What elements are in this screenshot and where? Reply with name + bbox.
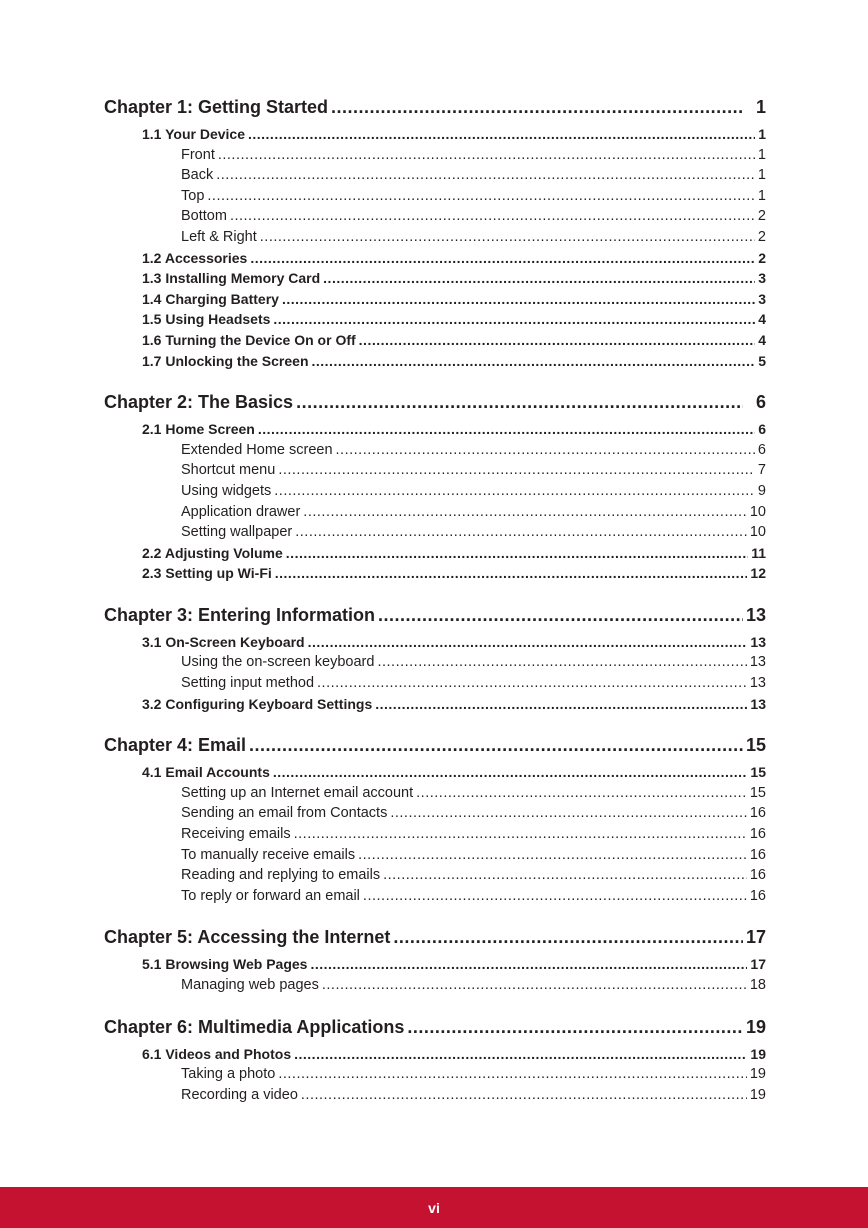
toc-subsection-entry-title: Setting wallpaper [181,524,293,541]
toc-chapter-entry-page-number: 17 [745,927,766,948]
toc-chapter-entry-title: Chapter 3: Entering Information [104,604,376,625]
dot-leader [308,634,748,650]
toc-chapter-entry[interactable] [104,927,766,951]
toc-subsection-entry[interactable] [104,805,766,826]
toc-section-entry[interactable] [104,126,766,147]
toc-section-entry-title: 1.4 Charging Battery [142,290,279,307]
toc-section-entry-page-number: 4 [758,331,766,348]
toc-section-entry-page-number: 3 [758,270,766,287]
toc-subsection-entry[interactable] [104,1066,766,1087]
toc-chapter-entry-page-number: 15 [745,735,766,756]
toc-section-entry-title: 1.6 Turning the Device On or Off [142,331,356,348]
toc-subsection-entry-page-number: 2 [757,228,766,245]
toc-section-entry[interactable] [104,291,766,312]
toc-section-entry-page-number: 11 [751,544,766,561]
toc-section-entry-page-number: 17 [750,956,766,973]
toc-subsection-entry-page-number: 19 [749,1086,766,1103]
toc-section-entry[interactable] [104,764,766,785]
toc-section-entry-title: 1.7 Unlocking the Screen [142,352,309,369]
toc-chapter [104,927,766,997]
toc-section-entry-page-number: 12 [750,565,766,582]
toc-subsection-entry[interactable] [104,208,766,229]
dot-leader [282,291,755,307]
toc-section-entry-page-number: 6 [758,421,766,438]
table-of-contents [104,97,766,1126]
toc-subsection-entry-page-number: 1 [757,167,766,184]
dot-leader [363,888,747,904]
toc-chapter-entry[interactable] [104,1017,766,1041]
toc-section-entry[interactable] [104,956,766,977]
toc-subsection-entry-title: Front [181,146,215,163]
toc-section-entry-title: 1.3 Installing Memory Card [142,270,321,287]
toc-subsection-entry[interactable] [104,1087,766,1108]
toc-subsection-entry[interactable] [104,229,766,250]
toc-section-entry[interactable] [104,421,766,442]
toc-subsection-entry-page-number: 1 [757,146,766,163]
toc-section-entry[interactable] [104,332,766,353]
toc-subsection-entry-page-number: 16 [749,867,766,884]
dot-leader [230,208,755,224]
dot-leader [322,977,747,993]
page-number: vi [428,1199,440,1216]
toc-subsection-entry-title: Bottom [181,208,227,225]
dot-leader [331,97,743,118]
toc-section-entry-title: 2.3 Setting up Wi-Fi [142,565,272,582]
toc-subsection-entry[interactable] [104,483,766,504]
toc-subsection-entry-page-number: 10 [749,524,766,541]
dot-leader [312,353,756,369]
toc-subsection-entry[interactable] [104,504,766,525]
toc-chapter-entry-title: Chapter 5: Accessing the Internet [104,927,391,948]
dot-leader [301,1087,747,1103]
toc-subsection-entry-page-number: 16 [749,887,766,904]
toc-subsection-entry-title: Extended Home screen [181,441,333,458]
toc-section-entry-title: 4.1 Email Accounts [142,764,270,781]
dot-leader [377,654,746,670]
toc-chapter-entry-page-number: 19 [745,1016,766,1037]
toc-subsection-entry-title: To reply or forward an email [181,887,360,904]
toc-subsection-entry-title: Application drawer [181,503,301,520]
toc-chapter [104,97,766,373]
toc-subsection-entry[interactable] [104,442,766,463]
toc-chapter-entry-title: Chapter 2: The Basics [104,392,294,413]
toc-chapter-entry[interactable] [104,735,766,759]
toc-subsection-entry-title: Recording a video [181,1086,298,1103]
toc-chapter-entry-page-number: 6 [755,392,766,413]
dot-leader [393,927,743,948]
dot-leader [416,785,747,801]
dot-leader [216,167,755,183]
toc-chapter-entry-title: Chapter 6: Multimedia Applications [104,1016,405,1037]
toc-section-entry[interactable] [104,311,766,332]
toc-section-entry-title: 3.1 On-Screen Keyboard [142,633,305,650]
toc-subsection-entry-title: Setting input method [181,675,315,692]
toc-section-entry[interactable] [104,270,766,291]
toc-section-entry-page-number: 5 [758,352,766,369]
toc-subsection-entry-title: Reading and replying to emails [181,867,381,884]
dot-leader [378,605,743,626]
toc-section-entry-title: 2.2 Adjusting Volume [142,544,283,561]
dot-leader [358,847,747,863]
toc-subsection-entry[interactable] [104,977,766,998]
toc-section-entry-title: 2.1 Home Screen [142,421,255,438]
toc-subsection-entry[interactable] [104,675,766,696]
toc-section-entry[interactable] [104,250,766,271]
dot-leader [336,442,755,458]
dot-leader [274,483,755,499]
page-footer [0,1187,868,1228]
toc-section-entry-title: 3.2 Configuring Keyboard Settings [142,695,373,712]
toc-section-entry[interactable] [104,696,766,717]
toc-subsection-entry-title: Managing web pages [181,977,319,993]
toc-subsection-entry-page-number: 7 [757,462,766,479]
toc-subsection-entry[interactable] [104,147,766,168]
toc-subsection-entry-title: Top [181,187,205,204]
toc-subsection-entry[interactable] [104,867,766,888]
toc-subsection-entry-page-number: 15 [749,784,766,801]
toc-subsection-entry-title: Using the on-screen keyboard [181,654,375,671]
toc-subsection-entry-page-number: 16 [749,805,766,822]
dot-leader [383,867,747,883]
toc-subsection-entry-page-number: 10 [749,503,766,520]
toc-chapter-entry-title: Chapter 1: Getting Started [104,97,329,117]
toc-chapter [104,392,766,586]
dot-leader [310,956,747,972]
toc-subsection-entry-page-number: 13 [749,654,766,671]
dot-leader [273,764,748,780]
toc-section-entry[interactable] [104,565,766,586]
dot-leader [323,270,755,286]
toc-section-entry-page-number: 1 [758,126,766,142]
toc-chapter-entry[interactable] [104,605,766,629]
toc-section-entry-title: 1.5 Using Headsets [142,311,271,328]
dot-leader [375,696,747,712]
dot-leader [278,1066,747,1082]
toc-subsection-entry[interactable] [104,654,766,675]
dot-leader [303,504,747,520]
dot-leader [317,675,747,691]
toc-chapter-entry-page-number: 13 [745,604,766,625]
toc-section-entry[interactable] [104,545,766,566]
toc-section-entry-title: 5.1 Browsing Web Pages [142,956,308,973]
toc-subsection-entry-title: Taking a photo [181,1066,276,1083]
toc-subsection-entry[interactable] [104,847,766,868]
toc-section-entry-page-number: 2 [758,249,766,266]
toc-subsection-entry-page-number: 16 [749,846,766,863]
toc-section-entry-page-number: 15 [750,764,766,781]
toc-subsection-entry-page-number: 16 [749,826,766,843]
dot-leader [218,147,755,163]
toc-subsection-entry-title: Shortcut menu [181,462,276,479]
dot-leader [294,826,747,842]
dot-leader [390,805,747,821]
toc-chapter-entry-title: Chapter 4: Email [104,735,247,756]
dot-leader [248,126,755,142]
dot-leader [273,311,755,327]
toc-subsection-entry-title: Sending an email from Contacts [181,805,388,822]
toc-subsection-entry[interactable] [104,785,766,806]
toc-chapter [104,1017,766,1108]
dot-leader [275,565,748,581]
toc-subsection-entry-page-number: 1 [757,187,766,204]
toc-chapter-entry-page-number: 1 [755,97,766,117]
toc-section-entry[interactable] [104,1046,766,1067]
toc-subsection-entry[interactable] [104,888,766,909]
toc-section-entry-page-number: 3 [758,290,766,307]
dot-leader [207,188,755,204]
dot-leader [359,332,756,348]
toc-section-entry-title: 1.1 Your Device [142,126,245,142]
toc-section-entry[interactable] [104,353,766,374]
toc-chapter-entry[interactable] [104,97,766,121]
dot-leader [294,1046,747,1062]
dot-leader [250,250,755,266]
toc-section-entry-page-number: 4 [758,311,766,328]
toc-subsection-entry[interactable] [104,188,766,209]
toc-section-entry-page-number: 13 [750,695,766,712]
toc-subsection-entry-title: Setting up an Internet email account [181,784,414,801]
toc-subsection-entry-page-number: 18 [749,977,766,993]
toc-subsection-entry[interactable] [104,524,766,545]
toc-chapter [104,605,766,716]
toc-subsection-entry-title: Using widgets [181,482,272,499]
toc-subsection-entry-title: To manually receive emails [181,846,356,863]
toc-subsection-entry-page-number: 13 [749,675,766,692]
toc-subsection-entry-page-number: 9 [757,482,766,499]
dot-leader [278,462,755,478]
toc-section-entry-page-number: 13 [750,633,766,650]
toc-section-entry-title: 6.1 Videos and Photos [142,1045,292,1062]
toc-subsection-entry-page-number: 2 [757,208,766,225]
dot-leader [258,421,755,437]
dot-leader [295,524,747,540]
toc-subsection-entry[interactable] [104,462,766,483]
toc-subsection-entry-title: Left & Right [181,228,257,245]
toc-subsection-entry-page-number: 19 [749,1066,766,1083]
toc-chapter [104,735,766,908]
toc-chapter-entry[interactable] [104,392,766,416]
dot-leader [296,392,743,413]
dot-leader [286,545,748,561]
toc-subsection-entry[interactable] [104,826,766,847]
toc-section-entry[interactable] [104,634,766,655]
toc-section-entry-title: 1.2 Accessories [142,249,248,266]
toc-subsection-entry-title: Receiving emails [181,826,291,843]
dot-leader [260,229,755,245]
dot-leader [407,1017,743,1038]
toc-section-entry-page-number: 19 [750,1045,766,1062]
dot-leader [249,735,743,756]
toc-subsection-entry[interactable] [104,167,766,188]
toc-subsection-entry-title: Back [181,167,214,184]
toc-subsection-entry-page-number: 6 [757,441,766,458]
